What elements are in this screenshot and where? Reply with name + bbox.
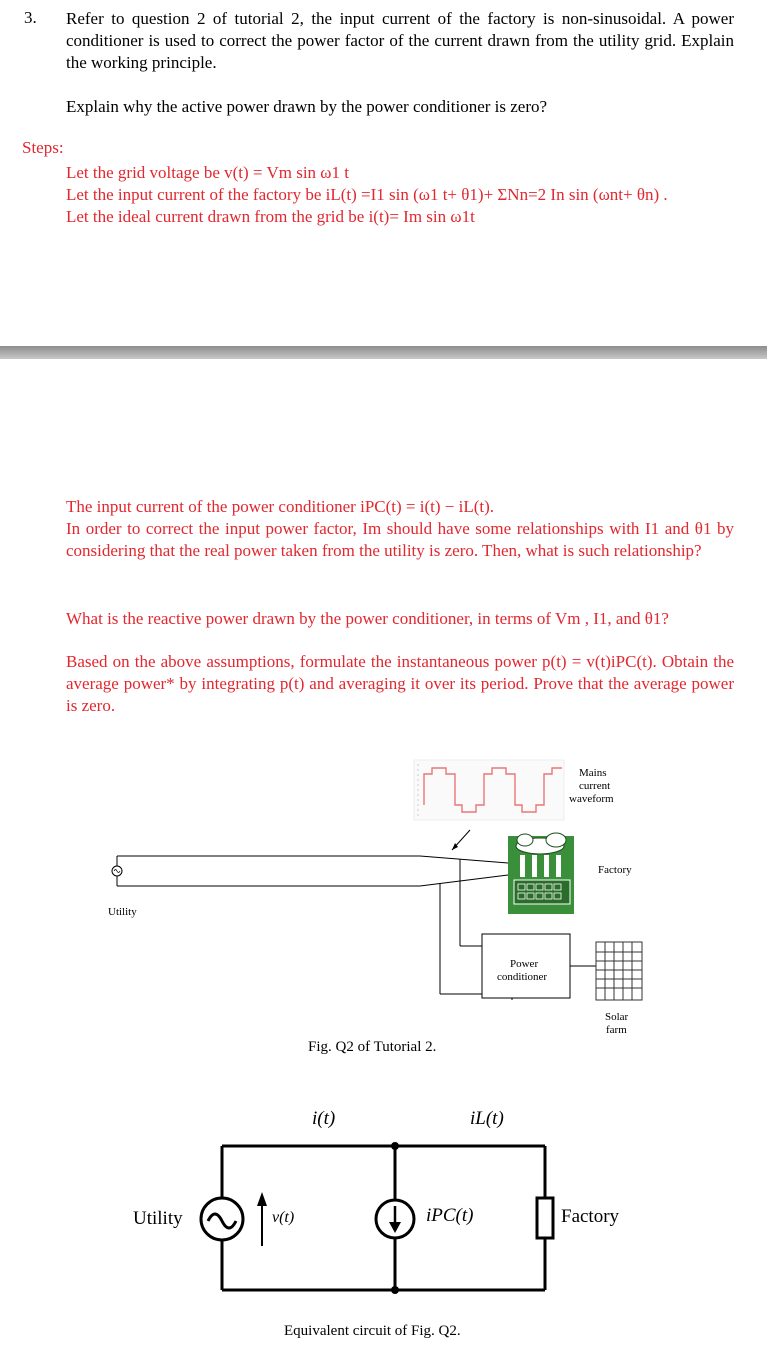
- steps-para-2: In order to correct the input power factor, Im should have some relationships with I1 and θ1 by considering that the real power taken from the utility is zero. Then, what is such relationship?: [66, 519, 734, 560]
- utility-label: Utility: [108, 906, 137, 918]
- solar-farm-icon: [596, 942, 642, 1000]
- fig1-caption: Fig. Q2 of Tutorial 2.: [308, 1039, 437, 1055]
- current-ipc-label: iPC(t): [426, 1205, 474, 1226]
- current-il-label: iL(t): [470, 1108, 504, 1129]
- question-number: 3.: [24, 8, 37, 27]
- mains-label-2: current: [579, 780, 611, 792]
- utility-label-fig2: Utility: [133, 1208, 183, 1229]
- steps-line-1: Let the grid voltage be v(t) = Vm sin ω1 t: [66, 163, 349, 182]
- factory-load-resistor: [537, 1198, 553, 1238]
- fig2-caption: Equivalent circuit of Fig. Q2.: [284, 1323, 461, 1339]
- solar-label-1: Solar: [605, 1011, 629, 1023]
- factory-label-fig2: Factory: [561, 1206, 620, 1227]
- steps-para-3: What is the reactive power drawn by the power conditioner, in terms of Vm , I1, and θ1?: [66, 609, 669, 628]
- factory-label: Factory: [598, 864, 632, 876]
- steps-para-1: The input current of the power conditioner iPC(t) = i(t) − iL(t).: [66, 497, 495, 516]
- steps-para-4: Based on the above assumptions, formulate the instantaneous power p(t) = v(t)iPC(t). Obtain the average power* by integrating p(t) and averaging it over its period. Prove that the average power is zero.: [66, 652, 734, 715]
- mains-label-3: waveform: [569, 793, 614, 805]
- steps-line-2: Let the input current of the factory be iL(t) =I1 sin (ω1 t+ θ1)+ ΣNn=2 In sin (ωnt+ θn) .: [66, 185, 668, 204]
- steps-line-3: Let the ideal current drawn from the grid be i(t)= Im sin ω1t: [66, 207, 475, 226]
- factory-icon: [508, 833, 574, 914]
- mains-label-1: Mains: [579, 767, 607, 779]
- utility-source-symbol: [112, 866, 122, 876]
- power-conditioner-label-1: Power: [510, 958, 539, 970]
- question-intro: Refer to question 2 of tutorial 2, the input current of the factory is non-sinusoidal. A power conditioner is used to correct the power factor of the current drawn from the utility grid. Explain the working principle.: [66, 9, 734, 72]
- mains-waveform-chart: [414, 760, 564, 820]
- steps-heading: Steps:: [22, 138, 64, 157]
- voltage-source-symbol: [201, 1198, 243, 1240]
- current-source-symbol: [376, 1200, 414, 1238]
- question-why: Explain why the active power drawn by the power conditioner is zero?: [66, 97, 548, 116]
- power-conditioner-label-2: conditioner: [497, 971, 548, 983]
- node-bottom: [391, 1286, 399, 1294]
- current-i-label: i(t): [312, 1108, 336, 1129]
- voltage-arrow-icon: [257, 1192, 267, 1246]
- node-top: [391, 1142, 399, 1150]
- voltage-v-label: v(t): [272, 1209, 295, 1226]
- solar-label-2: farm: [606, 1024, 627, 1036]
